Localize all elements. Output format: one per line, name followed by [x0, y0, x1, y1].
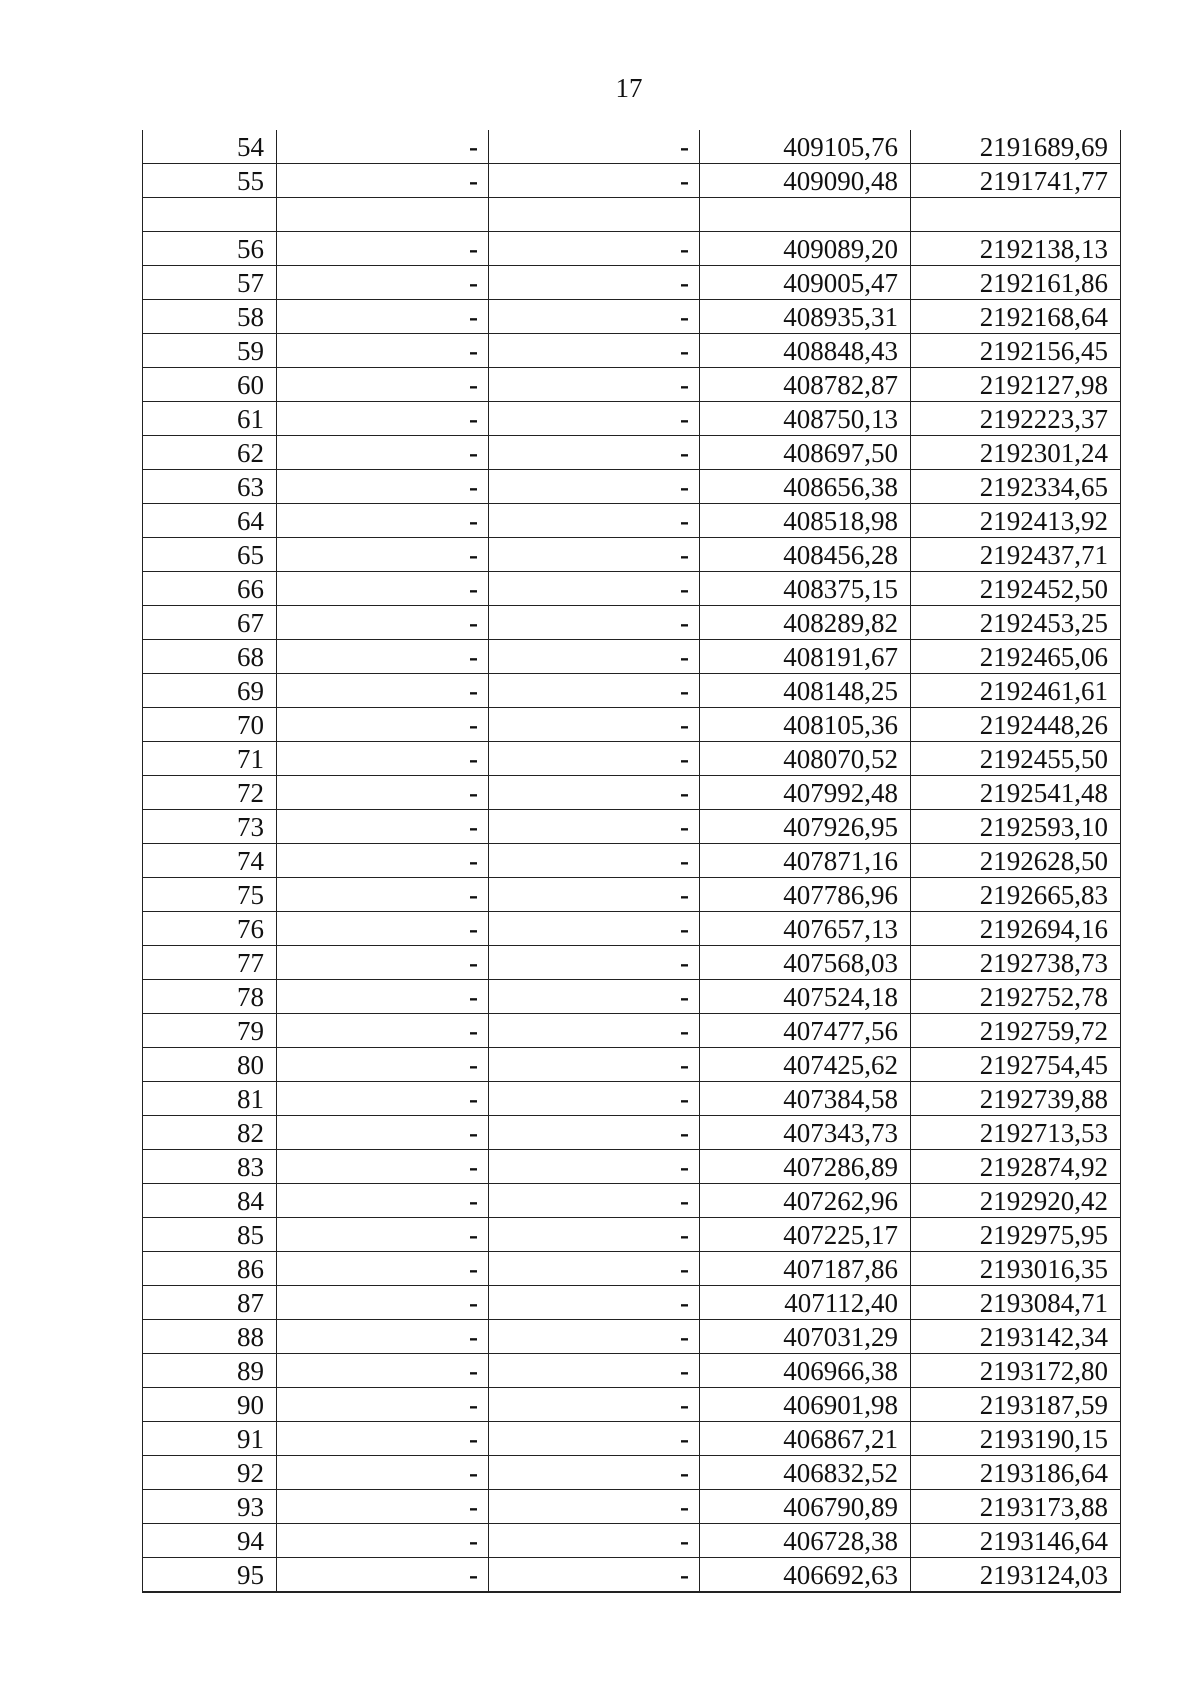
y-coordinate-cell: 2193142,34: [911, 1320, 1121, 1354]
column-2-cell: -: [277, 640, 489, 674]
column-2-cell: -: [277, 708, 489, 742]
point-number-cell: 74: [143, 844, 277, 878]
column-3-cell: -: [489, 1014, 700, 1048]
table-body: [143, 130, 1121, 1592]
column-2-cell: -: [277, 266, 489, 300]
column-3-cell: -: [489, 810, 700, 844]
table-row: [143, 1184, 1121, 1218]
table-row: [143, 198, 1121, 232]
column-3-cell: -: [489, 1354, 700, 1388]
x-coordinate-cell: 409105,76: [700, 130, 911, 164]
column-3-cell: -: [489, 1150, 700, 1184]
x-coordinate-cell: 408191,67: [700, 640, 911, 674]
y-coordinate-cell: 2192975,95: [911, 1218, 1121, 1252]
column-2-cell: -: [277, 606, 489, 640]
table-row: [143, 504, 1121, 538]
column-2-cell: -: [277, 912, 489, 946]
y-coordinate-cell: 2193172,80: [911, 1354, 1121, 1388]
y-coordinate-cell: 2193084,71: [911, 1286, 1121, 1320]
column-2-cell: -: [277, 810, 489, 844]
point-number-cell: 63: [143, 470, 277, 504]
column-3-cell: -: [489, 572, 700, 606]
table-row: [143, 844, 1121, 878]
table-row: [143, 1490, 1121, 1524]
column-2-cell: -: [277, 402, 489, 436]
column-2-cell: -: [277, 1456, 489, 1490]
column-2-cell: -: [277, 878, 489, 912]
table-row: [143, 1150, 1121, 1184]
table-row: [143, 708, 1121, 742]
y-coordinate-cell: 2192453,25: [911, 606, 1121, 640]
y-coordinate-cell: 2192156,45: [911, 334, 1121, 368]
table-row: [143, 334, 1121, 368]
point-number-cell: 62: [143, 436, 277, 470]
x-coordinate-cell: 407926,95: [700, 810, 911, 844]
point-number-cell: 54: [143, 130, 277, 164]
x-coordinate-cell: 408105,36: [700, 708, 911, 742]
column-2-cell: -: [277, 1252, 489, 1286]
table-row: [143, 640, 1121, 674]
x-coordinate-cell: 408148,25: [700, 674, 911, 708]
table-row: [143, 980, 1121, 1014]
point-number-cell: 87: [143, 1286, 277, 1320]
point-number-cell: 69: [143, 674, 277, 708]
point-number-cell: 65: [143, 538, 277, 572]
column-2-cell: -: [277, 538, 489, 572]
column-3-cell: -: [489, 640, 700, 674]
x-coordinate-cell: 406966,38: [700, 1354, 911, 1388]
column-3-cell: -: [489, 674, 700, 708]
table-row: [143, 1116, 1121, 1150]
y-coordinate-cell: 2192437,71: [911, 538, 1121, 572]
column-2-cell: -: [277, 1184, 489, 1218]
x-coordinate-cell: 407524,18: [700, 980, 911, 1014]
y-coordinate-cell: 2192665,83: [911, 878, 1121, 912]
column-2-cell: -: [277, 368, 489, 402]
column-2-cell: -: [277, 334, 489, 368]
x-coordinate-cell: 408289,82: [700, 606, 911, 640]
table-row: [143, 436, 1121, 470]
point-number-cell: 95: [143, 1558, 277, 1593]
x-coordinate-cell: 408782,87: [700, 368, 911, 402]
column-3-cell: -: [489, 402, 700, 436]
y-coordinate-cell: 2193124,03: [911, 1558, 1121, 1593]
y-coordinate-cell: 2192920,42: [911, 1184, 1121, 1218]
table-row: [143, 1014, 1121, 1048]
table-row: [143, 742, 1121, 776]
point-number-cell: 76: [143, 912, 277, 946]
column-2-cell: -: [277, 1048, 489, 1082]
column-2-cell: -: [277, 1286, 489, 1320]
y-coordinate-cell: 2192452,50: [911, 572, 1121, 606]
x-coordinate-cell: 407262,96: [700, 1184, 911, 1218]
column-2-cell: -: [277, 1116, 489, 1150]
column-2-cell: -: [277, 1354, 489, 1388]
x-coordinate-cell: 407031,29: [700, 1320, 911, 1354]
x-coordinate-cell: 407657,13: [700, 912, 911, 946]
point-number-cell: 84: [143, 1184, 277, 1218]
table-row: [143, 538, 1121, 572]
x-coordinate-cell: 406728,38: [700, 1524, 911, 1558]
column-3-cell: -: [489, 1456, 700, 1490]
y-coordinate-cell: 2193187,59: [911, 1388, 1121, 1422]
x-coordinate-cell: 406790,89: [700, 1490, 911, 1524]
column-3-cell: -: [489, 1048, 700, 1082]
y-coordinate-cell: 2192334,65: [911, 470, 1121, 504]
x-coordinate-cell: 407187,86: [700, 1252, 911, 1286]
table-row: [143, 810, 1121, 844]
x-coordinate-cell: 407343,73: [700, 1116, 911, 1150]
x-coordinate-cell: 408375,15: [700, 572, 911, 606]
x-coordinate-cell: 407477,56: [700, 1014, 911, 1048]
point-number-cell: 85: [143, 1218, 277, 1252]
column-2-cell: -: [277, 504, 489, 538]
table-row: [143, 470, 1121, 504]
point-number-cell: 88: [143, 1320, 277, 1354]
table-row: [143, 1320, 1121, 1354]
x-coordinate-cell: 407871,16: [700, 844, 911, 878]
point-number-cell: 75: [143, 878, 277, 912]
x-coordinate-cell: 408656,38: [700, 470, 911, 504]
point-number-cell: 83: [143, 1150, 277, 1184]
column-3-cell: -: [489, 912, 700, 946]
x-coordinate-cell: 407384,58: [700, 1082, 911, 1116]
point-number-cell: 79: [143, 1014, 277, 1048]
x-coordinate-cell: 408697,50: [700, 436, 911, 470]
column-2-cell: -: [277, 164, 489, 198]
column-3-cell: -: [489, 1422, 700, 1456]
column-3-cell: -: [489, 334, 700, 368]
column-3-cell: -: [489, 1490, 700, 1524]
table-row: [143, 1456, 1121, 1490]
table-row: [143, 402, 1121, 436]
table-row: [143, 674, 1121, 708]
table-row: [143, 130, 1121, 164]
x-coordinate-cell: 409089,20: [700, 232, 911, 266]
x-coordinate-cell: 408456,28: [700, 538, 911, 572]
y-coordinate-cell: 2192754,45: [911, 1048, 1121, 1082]
point-number-cell: 57: [143, 266, 277, 300]
table-row: [143, 1218, 1121, 1252]
table-row: [143, 1286, 1121, 1320]
point-number-cell: [143, 198, 277, 232]
y-coordinate-cell: 2192161,86: [911, 266, 1121, 300]
table-row: [143, 164, 1121, 198]
table-row: [143, 912, 1121, 946]
column-2-cell: -: [277, 742, 489, 776]
coordinates-table: [142, 130, 1121, 1593]
column-3-cell: [489, 198, 700, 232]
y-coordinate-cell: 2193173,88: [911, 1490, 1121, 1524]
y-coordinate-cell: 2192874,92: [911, 1150, 1121, 1184]
x-coordinate-cell: 408518,98: [700, 504, 911, 538]
column-3-cell: -: [489, 266, 700, 300]
x-coordinate-cell: 407568,03: [700, 946, 911, 980]
point-number-cell: 92: [143, 1456, 277, 1490]
point-number-cell: 86: [143, 1252, 277, 1286]
y-coordinate-cell: 2193146,64: [911, 1524, 1121, 1558]
y-coordinate-cell: 2192168,64: [911, 300, 1121, 334]
coordinates-table-container: [142, 130, 1120, 1590]
table-row: [143, 776, 1121, 810]
y-coordinate-cell: 2193190,15: [911, 1422, 1121, 1456]
point-number-cell: 55: [143, 164, 277, 198]
y-coordinate-cell: 2192713,53: [911, 1116, 1121, 1150]
column-3-cell: -: [489, 980, 700, 1014]
y-coordinate-cell: 2192413,92: [911, 504, 1121, 538]
column-3-cell: -: [489, 844, 700, 878]
point-number-cell: 90: [143, 1388, 277, 1422]
x-coordinate-cell: 408935,31: [700, 300, 911, 334]
column-2-cell: -: [277, 1014, 489, 1048]
y-coordinate-cell: 2193016,35: [911, 1252, 1121, 1286]
x-coordinate-cell: 408848,43: [700, 334, 911, 368]
column-2-cell: -: [277, 776, 489, 810]
y-coordinate-cell: 2192752,78: [911, 980, 1121, 1014]
point-number-cell: 70: [143, 708, 277, 742]
x-coordinate-cell: 408750,13: [700, 402, 911, 436]
column-3-cell: -: [489, 1320, 700, 1354]
column-2-cell: -: [277, 1150, 489, 1184]
table-row: [143, 1524, 1121, 1558]
point-number-cell: 77: [143, 946, 277, 980]
page-number: 17: [615, 73, 643, 103]
column-2-cell: -: [277, 674, 489, 708]
y-coordinate-cell: 2192593,10: [911, 810, 1121, 844]
table-row: [143, 606, 1121, 640]
y-coordinate-cell: 2192628,50: [911, 844, 1121, 878]
column-3-cell: -: [489, 1218, 700, 1252]
x-coordinate-cell: 409090,48: [700, 164, 911, 198]
table-row: [143, 232, 1121, 266]
table-row: [143, 1082, 1121, 1116]
column-2-cell: -: [277, 436, 489, 470]
point-number-cell: 94: [143, 1524, 277, 1558]
column-3-cell: -: [489, 504, 700, 538]
table-row: [143, 1388, 1121, 1422]
column-2-cell: -: [277, 1218, 489, 1252]
table-row: [143, 368, 1121, 402]
column-2-cell: -: [277, 1422, 489, 1456]
table-row: [143, 572, 1121, 606]
column-2-cell: -: [277, 980, 489, 1014]
y-coordinate-cell: 2192465,06: [911, 640, 1121, 674]
x-coordinate-cell: [700, 198, 911, 232]
table-row: [143, 1422, 1121, 1456]
point-number-cell: 73: [143, 810, 277, 844]
column-2-cell: -: [277, 470, 489, 504]
y-coordinate-cell: 2192738,73: [911, 946, 1121, 980]
table-row: [143, 300, 1121, 334]
y-coordinate-cell: 2192541,48: [911, 776, 1121, 810]
column-3-cell: -: [489, 538, 700, 572]
x-coordinate-cell: 406901,98: [700, 1388, 911, 1422]
column-3-cell: -: [489, 368, 700, 402]
y-coordinate-cell: 2192455,50: [911, 742, 1121, 776]
column-3-cell: -: [489, 742, 700, 776]
column-2-cell: -: [277, 1524, 489, 1558]
point-number-cell: 72: [143, 776, 277, 810]
x-coordinate-cell: 407425,62: [700, 1048, 911, 1082]
column-3-cell: -: [489, 606, 700, 640]
point-number-cell: 68: [143, 640, 277, 674]
column-2-cell: -: [277, 844, 489, 878]
column-3-cell: -: [489, 470, 700, 504]
y-coordinate-cell: 2192461,61: [911, 674, 1121, 708]
point-number-cell: 66: [143, 572, 277, 606]
table-row: [143, 266, 1121, 300]
column-3-cell: -: [489, 946, 700, 980]
column-3-cell: -: [489, 1388, 700, 1422]
column-3-cell: -: [489, 1184, 700, 1218]
y-coordinate-cell: 2192448,26: [911, 708, 1121, 742]
column-2-cell: -: [277, 1082, 489, 1116]
point-number-cell: 59: [143, 334, 277, 368]
point-number-cell: 89: [143, 1354, 277, 1388]
column-2-cell: -: [277, 1490, 489, 1524]
point-number-cell: 71: [143, 742, 277, 776]
y-coordinate-cell: 2191689,69: [911, 130, 1121, 164]
point-number-cell: 82: [143, 1116, 277, 1150]
column-3-cell: -: [489, 1286, 700, 1320]
table-row: [143, 1048, 1121, 1082]
point-number-cell: 60: [143, 368, 277, 402]
column-3-cell: -: [489, 708, 700, 742]
point-number-cell: 80: [143, 1048, 277, 1082]
column-2-cell: -: [277, 232, 489, 266]
column-2-cell: -: [277, 1320, 489, 1354]
table-row: [143, 1252, 1121, 1286]
x-coordinate-cell: 408070,52: [700, 742, 911, 776]
x-coordinate-cell: 407992,48: [700, 776, 911, 810]
point-number-cell: 93: [143, 1490, 277, 1524]
point-number-cell: 56: [143, 232, 277, 266]
column-3-cell: -: [489, 130, 700, 164]
column-3-cell: -: [489, 1558, 700, 1593]
column-3-cell: -: [489, 300, 700, 334]
column-3-cell: -: [489, 1116, 700, 1150]
y-coordinate-cell: 2192301,24: [911, 436, 1121, 470]
x-coordinate-cell: 407112,40: [700, 1286, 911, 1320]
y-coordinate-cell: 2192223,37: [911, 402, 1121, 436]
x-coordinate-cell: 407225,17: [700, 1218, 911, 1252]
x-coordinate-cell: 409005,47: [700, 266, 911, 300]
table-row: [143, 1558, 1121, 1593]
column-2-cell: -: [277, 946, 489, 980]
point-number-cell: 64: [143, 504, 277, 538]
x-coordinate-cell: 407286,89: [700, 1150, 911, 1184]
column-2-cell: -: [277, 300, 489, 334]
column-3-cell: -: [489, 1524, 700, 1558]
table-row: [143, 946, 1121, 980]
y-coordinate-cell: 2191741,77: [911, 164, 1121, 198]
x-coordinate-cell: 406832,52: [700, 1456, 911, 1490]
point-number-cell: 58: [143, 300, 277, 334]
point-number-cell: 81: [143, 1082, 277, 1116]
x-coordinate-cell: 407786,96: [700, 878, 911, 912]
column-3-cell: -: [489, 1082, 700, 1116]
column-2-cell: [277, 198, 489, 232]
column-2-cell: -: [277, 130, 489, 164]
table-row: [143, 878, 1121, 912]
column-3-cell: -: [489, 436, 700, 470]
y-coordinate-cell: [911, 198, 1121, 232]
column-3-cell: -: [489, 776, 700, 810]
x-coordinate-cell: 406867,21: [700, 1422, 911, 1456]
column-2-cell: -: [277, 1388, 489, 1422]
column-3-cell: -: [489, 232, 700, 266]
point-number-cell: 67: [143, 606, 277, 640]
table-row: [143, 1354, 1121, 1388]
column-3-cell: -: [489, 164, 700, 198]
column-2-cell: -: [277, 1558, 489, 1593]
y-coordinate-cell: 2192127,98: [911, 368, 1121, 402]
y-coordinate-cell: 2192138,13: [911, 232, 1121, 266]
point-number-cell: 91: [143, 1422, 277, 1456]
y-coordinate-cell: 2192739,88: [911, 1082, 1121, 1116]
y-coordinate-cell: 2192759,72: [911, 1014, 1121, 1048]
point-number-cell: 78: [143, 980, 277, 1014]
y-coordinate-cell: 2193186,64: [911, 1456, 1121, 1490]
column-3-cell: -: [489, 1252, 700, 1286]
column-2-cell: -: [277, 572, 489, 606]
x-coordinate-cell: 406692,63: [700, 1558, 911, 1593]
point-number-cell: 61: [143, 402, 277, 436]
column-3-cell: -: [489, 878, 700, 912]
y-coordinate-cell: 2192694,16: [911, 912, 1121, 946]
